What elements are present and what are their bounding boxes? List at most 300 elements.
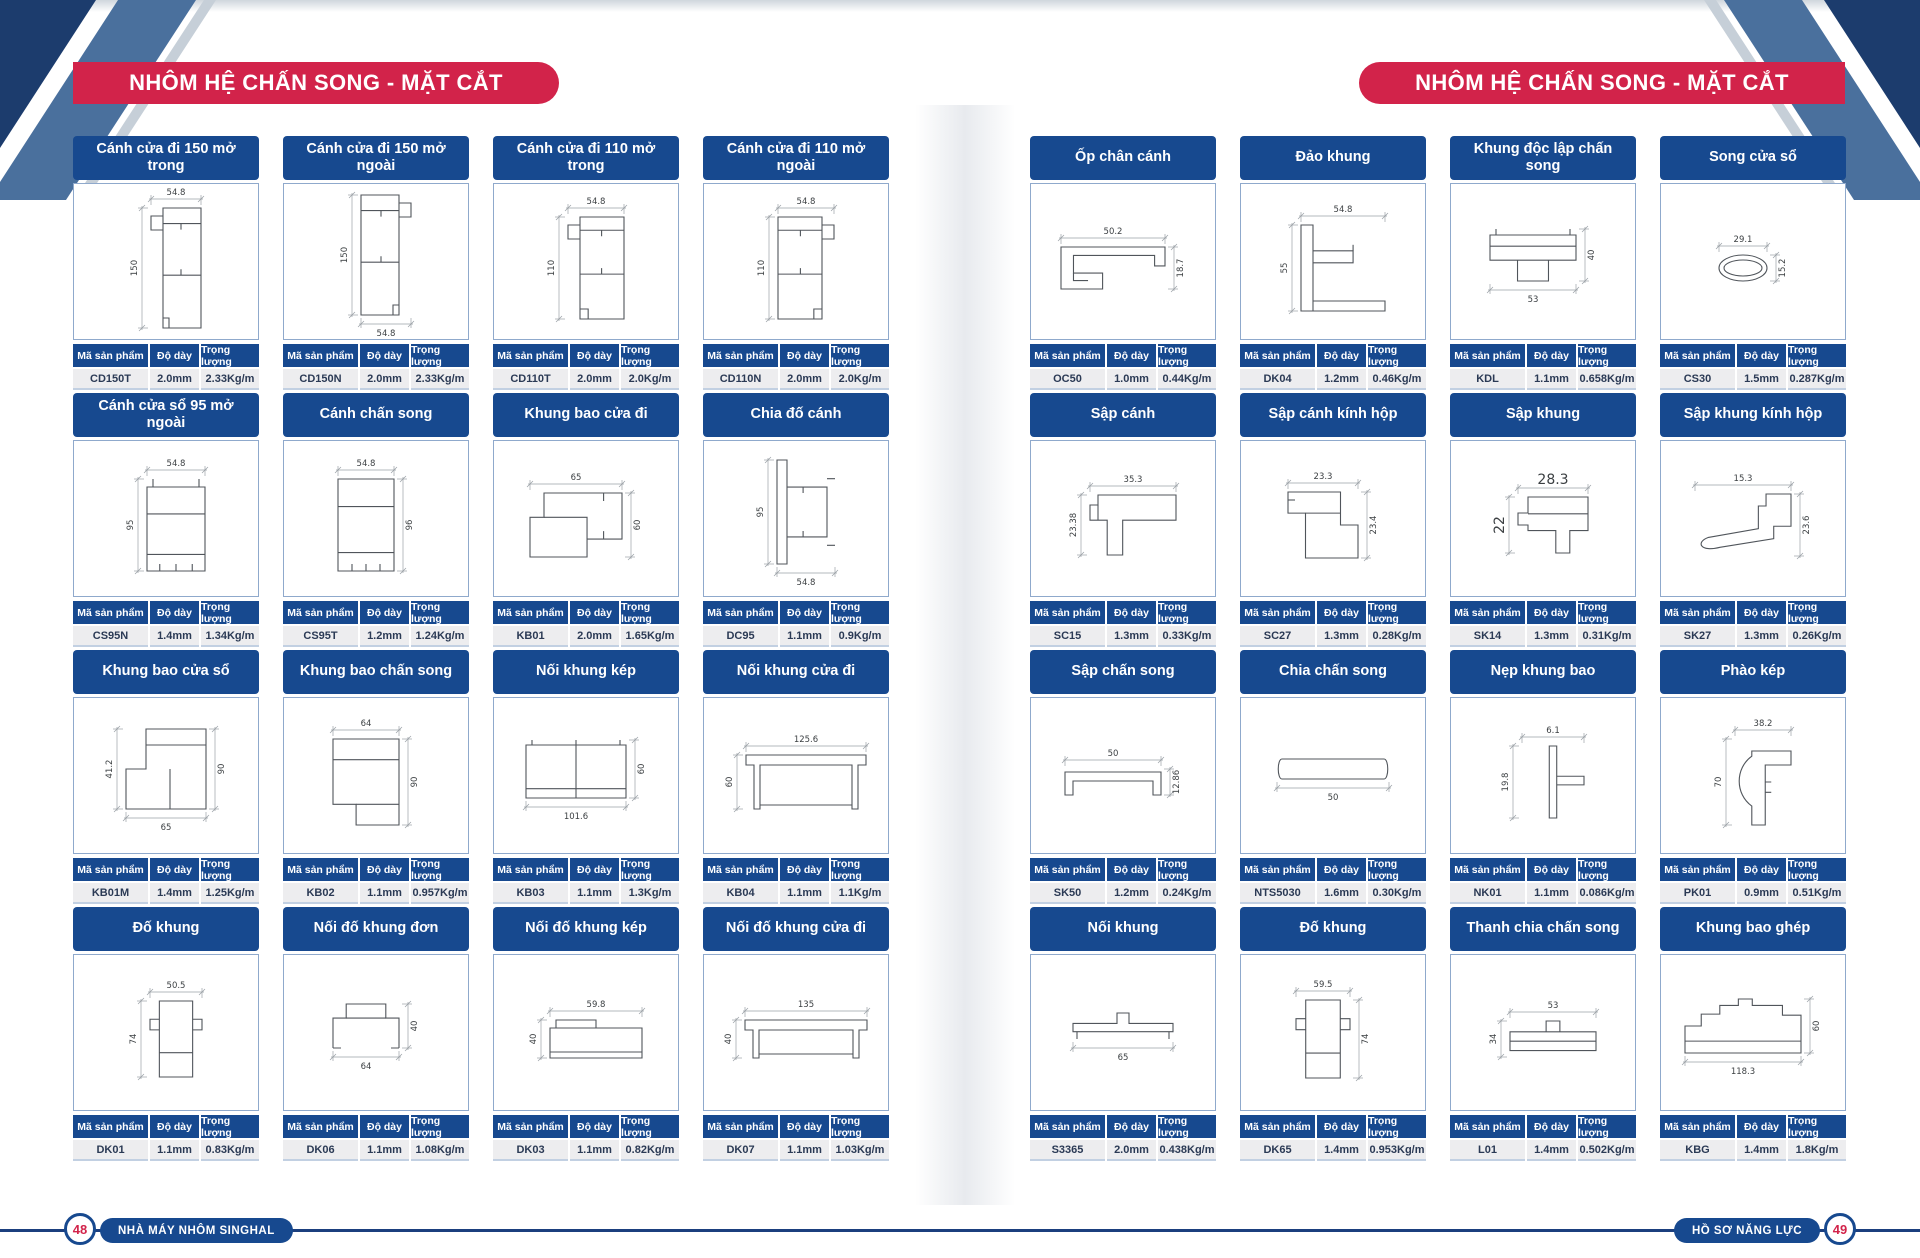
weight-value: 2.33Kg/m: [411, 369, 469, 390]
spec-table-values: [1660, 883, 1846, 904]
thickness-header: Độ dày: [570, 344, 619, 367]
thickness-header: Độ dày: [150, 601, 199, 624]
product-code: SK50: [1030, 883, 1105, 904]
spec-table-header: [1030, 344, 1216, 367]
thickness-value: 1.1mm: [360, 1140, 409, 1161]
code-header: Mã sản phẩm: [283, 601, 358, 624]
spec-table-header: [73, 858, 259, 881]
svg-text:15.3: 15.3: [1733, 474, 1753, 484]
product-code: KB01M: [73, 883, 148, 904]
svg-text:54.8: 54.8: [166, 188, 186, 198]
spec-table-values: [1450, 883, 1636, 904]
profile-drawing: [283, 697, 469, 854]
product-code: DK07: [703, 1140, 778, 1161]
product-title: Đố khung: [73, 907, 259, 951]
profile-drawing: [1660, 183, 1846, 340]
spec-table-header: [1660, 344, 1846, 367]
product-title: Khung bao cửa sổ: [73, 650, 259, 694]
svg-text:54.8: 54.8: [796, 578, 816, 588]
weight-header: Trọng lượng: [201, 1115, 259, 1138]
spec-table-header: [493, 601, 679, 624]
product-card: [1450, 907, 1636, 1162]
svg-text:110: 110: [547, 259, 557, 277]
page-gutter: [915, 105, 1015, 1205]
code-header: Mã sản phẩm: [703, 1115, 778, 1138]
svg-text:50: 50: [1327, 793, 1339, 803]
product-card: [1450, 650, 1636, 905]
weight-header: Trọng lượng: [411, 1115, 469, 1138]
product-card: [493, 907, 679, 1162]
thickness-header: Độ dày: [1737, 1115, 1786, 1138]
product-title: Nẹp khung bao: [1450, 650, 1636, 694]
spec-table-header: [703, 1115, 889, 1138]
product-title: Chia chấn song: [1240, 650, 1426, 694]
profile-drawing: [1450, 697, 1636, 854]
product-title: Sập khung kính hộp: [1660, 393, 1846, 437]
profile-drawing: [1030, 697, 1216, 854]
thickness-header: Độ dày: [570, 1115, 619, 1138]
thickness-value: 1.4mm: [1317, 1140, 1366, 1161]
product-card: [1660, 907, 1846, 1162]
product-title: Chia đố cánh: [703, 393, 889, 437]
weight-value: 0.26Kg/m: [1788, 626, 1846, 647]
spec-table-header: [1450, 601, 1636, 624]
page-number-right: [1824, 1213, 1856, 1245]
product-title: Khung độc lập chấn song: [1450, 136, 1636, 180]
profile-drawing: [73, 183, 259, 340]
thickness-header: Độ dày: [1317, 1115, 1366, 1138]
weight-header: Trọng lượng: [831, 601, 889, 624]
spec-table-values: [283, 883, 469, 904]
svg-text:19.8: 19.8: [1501, 772, 1511, 792]
svg-text:23.38: 23.38: [1069, 512, 1079, 538]
code-header: Mã sản phẩm: [283, 344, 358, 367]
section-banner-left: NHÔM HỆ CHẤN SONG - MẶT CẮT: [73, 62, 559, 104]
profile-drawing: [493, 697, 679, 854]
product-card: [493, 650, 679, 905]
thickness-value: 1.3mm: [1527, 626, 1576, 647]
weight-value: 0.658Kg/m: [1578, 369, 1636, 390]
thickness-header: Độ dày: [150, 344, 199, 367]
thickness-header: Độ dày: [150, 1115, 199, 1138]
product-code: SC27: [1240, 626, 1315, 647]
spec-table-header: [1240, 858, 1426, 881]
product-card: [1030, 136, 1216, 391]
spec-table-header: [1030, 601, 1216, 624]
thickness-value: 1.6mm: [1317, 883, 1366, 904]
weight-value: 1.1Kg/m: [831, 883, 889, 904]
weight-value: 2.33Kg/m: [201, 369, 259, 390]
thickness-value: 1.1mm: [150, 1140, 199, 1161]
product-title: Thanh chia chấn song: [1450, 907, 1636, 951]
code-header: Mã sản phẩm: [1660, 1115, 1735, 1138]
thickness-value: 1.4mm: [1527, 1140, 1576, 1161]
code-header: Mã sản phẩm: [73, 1115, 148, 1138]
thickness-value: 1.1mm: [360, 883, 409, 904]
product-card: [73, 393, 259, 648]
footer-label-left: NHÀ MÁY NHÔM SINGHAL: [100, 1218, 293, 1243]
footer-label-right: HỒ SƠ NĂNG LỰC: [1674, 1218, 1820, 1243]
product-code: DC95: [703, 626, 778, 647]
svg-text:53: 53: [1547, 1001, 1559, 1011]
svg-text:135: 135: [797, 1000, 815, 1010]
svg-text:60: 60: [725, 776, 735, 788]
weight-header: Trọng lượng: [1578, 601, 1636, 624]
product-code: NTS5030: [1240, 883, 1315, 904]
product-card: [73, 907, 259, 1162]
thickness-header: Độ dày: [1107, 1115, 1156, 1138]
svg-text:23.4: 23.4: [1369, 515, 1379, 535]
spec-table-header: [73, 1115, 259, 1138]
svg-text:29.1: 29.1: [1733, 235, 1753, 245]
thickness-header: Độ dày: [150, 858, 199, 881]
code-header: Mã sản phẩm: [1450, 344, 1525, 367]
product-title: Cánh chấn song: [283, 393, 469, 437]
spec-table-header: [1240, 344, 1426, 367]
product-title: Cánh cửa đi 110 mở trong: [493, 136, 679, 180]
svg-text:53: 53: [1527, 295, 1539, 305]
weight-value: 0.46Kg/m: [1368, 369, 1426, 390]
weight-header: Trọng lượng: [1578, 1115, 1636, 1138]
weight-value: 0.957Kg/m: [411, 883, 469, 904]
product-card: [1240, 650, 1426, 905]
spec-table-header: [1660, 1115, 1846, 1138]
thickness-header: Độ dày: [1107, 344, 1156, 367]
svg-text:59.8: 59.8: [586, 1000, 606, 1010]
weight-value: 1.08Kg/m: [411, 1140, 469, 1161]
svg-text:40: 40: [1587, 249, 1597, 261]
profile-drawing: [1030, 440, 1216, 597]
product-code: KB01: [493, 626, 568, 647]
thickness-value: 2.0mm: [360, 369, 409, 390]
product-card: [1030, 393, 1216, 648]
thickness-value: 1.4mm: [1737, 1140, 1786, 1161]
spec-table-values: [493, 369, 679, 390]
thickness-header: Độ dày: [360, 858, 409, 881]
product-code: CS95T: [283, 626, 358, 647]
code-header: Mã sản phẩm: [493, 601, 568, 624]
product-code: DK06: [283, 1140, 358, 1161]
svg-text:54.8: 54.8: [796, 197, 816, 207]
product-title: Khung bao ghép: [1660, 907, 1846, 951]
spec-table-header: [1450, 344, 1636, 367]
spec-table-header: [1240, 601, 1426, 624]
spec-table-values: [1240, 369, 1426, 390]
spec-table-values: [73, 369, 259, 390]
product-code: KDL: [1450, 369, 1525, 390]
product-title: Khung bao chấn song: [283, 650, 469, 694]
product-title: Sập cánh: [1030, 393, 1216, 437]
code-header: Mã sản phẩm: [1660, 858, 1735, 881]
page-top-shading: [0, 0, 1920, 12]
weight-header: Trọng lượng: [1158, 344, 1216, 367]
product-code: DK65: [1240, 1140, 1315, 1161]
profile-drawing: [1660, 440, 1846, 597]
svg-text:22: 22: [1492, 516, 1508, 534]
svg-text:28.3: 28.3: [1537, 472, 1569, 488]
svg-text:41.2: 41.2: [105, 759, 115, 779]
svg-text:6.1: 6.1: [1546, 726, 1560, 736]
product-card: [283, 650, 469, 905]
product-title: Nối đố khung đơn: [283, 907, 469, 951]
product-title: Nối khung cửa đi: [703, 650, 889, 694]
weight-value: 0.30Kg/m: [1368, 883, 1426, 904]
svg-text:40: 40: [410, 1020, 420, 1032]
spec-table-values: [73, 883, 259, 904]
weight-header: Trọng lượng: [1158, 601, 1216, 624]
svg-text:96: 96: [405, 519, 415, 531]
thickness-value: 1.4mm: [150, 883, 199, 904]
weight-value: 0.953Kg/m: [1368, 1140, 1426, 1161]
product-code: CS95N: [73, 626, 148, 647]
weight-header: Trọng lượng: [1368, 344, 1426, 367]
spec-table-values: [1660, 369, 1846, 390]
thickness-value: 1.1mm: [570, 883, 619, 904]
svg-text:110: 110: [757, 259, 767, 277]
product-code: KB03: [493, 883, 568, 904]
spec-table-header: [703, 344, 889, 367]
product-code: S3365: [1030, 1140, 1105, 1161]
thickness-value: 1.1mm: [1527, 369, 1576, 390]
weight-value: 0.24Kg/m: [1158, 883, 1216, 904]
code-header: Mã sản phẩm: [73, 601, 148, 624]
thickness-value: 1.1mm: [780, 626, 829, 647]
svg-text:23.3: 23.3: [1313, 472, 1333, 482]
thickness-header: Độ dày: [1527, 344, 1576, 367]
weight-header: Trọng lượng: [1158, 858, 1216, 881]
spec-table-header: [1450, 1115, 1636, 1138]
weight-header: Trọng lượng: [831, 1115, 889, 1138]
product-card: [703, 650, 889, 905]
page-48-grid: [73, 136, 889, 1162]
spec-table-values: [1450, 1140, 1636, 1161]
spec-table-values: [283, 626, 469, 647]
product-title: Đố khung: [1240, 907, 1426, 951]
code-header: Mã sản phẩm: [703, 344, 778, 367]
product-title: Sập cánh kính hộp: [1240, 393, 1426, 437]
profile-drawing: [493, 183, 679, 340]
thickness-value: 1.2mm: [1317, 369, 1366, 390]
product-card: [1240, 393, 1426, 648]
product-card: [1660, 650, 1846, 905]
weight-header: Trọng lượng: [411, 601, 469, 624]
svg-text:65: 65: [1117, 1053, 1129, 1063]
svg-text:125.6: 125.6: [793, 735, 819, 745]
product-title: Phào kép: [1660, 650, 1846, 694]
weight-value: 0.438Kg/m: [1158, 1140, 1216, 1161]
code-header: Mã sản phẩm: [493, 858, 568, 881]
thickness-value: 0.9mm: [1737, 883, 1786, 904]
profile-drawing: [1240, 183, 1426, 340]
code-header: Mã sản phẩm: [1240, 1115, 1315, 1138]
product-card: [703, 393, 889, 648]
thickness-value: 2.0mm: [1107, 1140, 1156, 1161]
svg-text:15.2: 15.2: [1778, 258, 1788, 278]
svg-text:60: 60: [633, 519, 643, 531]
spec-table-header: [703, 858, 889, 881]
product-code: SC15: [1030, 626, 1105, 647]
weight-header: Trọng lượng: [201, 601, 259, 624]
product-title: Khung bao cửa đi: [493, 393, 679, 437]
svg-text:54.8: 54.8: [356, 459, 376, 469]
weight-header: Trọng lượng: [621, 344, 679, 367]
weight-value: 0.31Kg/m: [1578, 626, 1636, 647]
spec-table-header: [493, 344, 679, 367]
spec-table-header: [283, 1115, 469, 1138]
weight-header: Trọng lượng: [1368, 858, 1426, 881]
product-title: Nối khung kép: [493, 650, 679, 694]
thickness-header: Độ dày: [1107, 601, 1156, 624]
profile-drawing: [703, 697, 889, 854]
weight-value: 1.25Kg/m: [201, 883, 259, 904]
weight-value: 0.82Kg/m: [621, 1140, 679, 1161]
spec-table-values: [703, 626, 889, 647]
product-code: CD110T: [493, 369, 568, 390]
spec-table-values: [283, 369, 469, 390]
spec-table-values: [283, 1140, 469, 1161]
profile-drawing: [1030, 183, 1216, 340]
thickness-header: Độ dày: [570, 601, 619, 624]
code-header: Mã sản phẩm: [283, 858, 358, 881]
weight-header: Trọng lượng: [1788, 601, 1846, 624]
product-title: Song cửa sổ: [1660, 136, 1846, 180]
profile-drawing: [1030, 954, 1216, 1111]
code-header: Mã sản phẩm: [1030, 344, 1105, 367]
spec-table-values: [703, 883, 889, 904]
product-code: KB02: [283, 883, 358, 904]
profile-drawing: [1660, 697, 1846, 854]
svg-text:65: 65: [160, 823, 172, 833]
spec-table-header: [283, 601, 469, 624]
spec-table-header: [1030, 1115, 1216, 1138]
code-header: Mã sản phẩm: [1030, 1115, 1105, 1138]
svg-text:65: 65: [570, 473, 582, 483]
spec-table-values: [1450, 626, 1636, 647]
spec-table-values: [493, 883, 679, 904]
product-title: Nối đố khung kép: [493, 907, 679, 951]
weight-header: Trọng lượng: [201, 344, 259, 367]
profile-drawing: [73, 697, 259, 854]
profile-drawing: [1450, 440, 1636, 597]
weight-value: 0.51Kg/m: [1788, 883, 1846, 904]
profile-drawing: [73, 954, 259, 1111]
weight-header: Trọng lượng: [831, 858, 889, 881]
svg-text:50.2: 50.2: [1103, 227, 1123, 237]
spec-table-header: [73, 344, 259, 367]
spec-table-header: [1030, 858, 1216, 881]
profile-drawing: [283, 440, 469, 597]
weight-header: Trọng lượng: [411, 344, 469, 367]
product-card: [73, 650, 259, 905]
thickness-value: 1.2mm: [1107, 883, 1156, 904]
weight-value: 0.9Kg/m: [831, 626, 889, 647]
product-card: [703, 136, 889, 391]
spec-table-values: [73, 1140, 259, 1161]
profile-drawing: [703, 440, 889, 597]
thickness-value: 1.1mm: [780, 883, 829, 904]
weight-value: 2.0Kg/m: [831, 369, 889, 390]
spec-table-header: [1450, 858, 1636, 881]
profile-drawing: [1450, 183, 1636, 340]
profile-drawing: [1240, 697, 1426, 854]
svg-text:54.8: 54.8: [586, 197, 606, 207]
svg-text:150: 150: [130, 259, 140, 277]
svg-text:90: 90: [410, 776, 420, 788]
product-card: [1240, 136, 1426, 391]
weight-value: 2.0Kg/m: [621, 369, 679, 390]
thickness-header: Độ dày: [1527, 1115, 1576, 1138]
spec-table-header: [493, 1115, 679, 1138]
product-card: [1450, 136, 1636, 391]
spec-table-header: [1240, 1115, 1426, 1138]
svg-text:35.3: 35.3: [1123, 475, 1143, 485]
product-card: [283, 136, 469, 391]
product-card: [1030, 907, 1216, 1162]
weight-value: 0.28Kg/m: [1368, 626, 1426, 647]
svg-text:54.8: 54.8: [376, 329, 396, 338]
product-code: SK27: [1660, 626, 1735, 647]
thickness-header: Độ dày: [570, 858, 619, 881]
thickness-header: Độ dày: [360, 344, 409, 367]
weight-header: Trọng lượng: [831, 344, 889, 367]
product-title: Cánh cửa đi 110 mở ngoài: [703, 136, 889, 180]
thickness-header: Độ dày: [1317, 601, 1366, 624]
product-code: NK01: [1450, 883, 1525, 904]
svg-text:54.8: 54.8: [166, 459, 186, 469]
code-header: Mã sản phẩm: [1240, 858, 1315, 881]
thickness-header: Độ dày: [360, 1115, 409, 1138]
spec-table-values: [1030, 626, 1216, 647]
svg-text:59.5: 59.5: [1313, 980, 1333, 990]
product-code: DK01: [73, 1140, 148, 1161]
weight-value: 0.502Kg/m: [1578, 1140, 1636, 1161]
weight-header: Trọng lượng: [411, 858, 469, 881]
product-card: [493, 136, 679, 391]
code-header: Mã sản phẩm: [1450, 1115, 1525, 1138]
code-header: Mã sản phẩm: [1030, 601, 1105, 624]
svg-text:50.5: 50.5: [166, 981, 186, 991]
svg-text:23.6: 23.6: [1802, 515, 1812, 535]
svg-text:95: 95: [756, 506, 766, 518]
product-code: CS30: [1660, 369, 1735, 390]
weight-header: Trọng lượng: [201, 858, 259, 881]
product-title: Sập khung: [1450, 393, 1636, 437]
product-title: Cánh cửa đi 150 mở trong: [73, 136, 259, 180]
profile-drawing: [1660, 954, 1846, 1111]
code-header: Mã sản phẩm: [703, 601, 778, 624]
product-card: [283, 393, 469, 648]
thickness-header: Độ dày: [1107, 858, 1156, 881]
weight-header: Trọng lượng: [1368, 601, 1426, 624]
product-title: Nối khung: [1030, 907, 1216, 951]
product-code: KBG: [1660, 1140, 1735, 1161]
weight-header: Trọng lượng: [1158, 1115, 1216, 1138]
product-code: L01: [1450, 1140, 1525, 1161]
thickness-header: Độ dày: [780, 858, 829, 881]
svg-text:34: 34: [1489, 1033, 1499, 1045]
spec-table-values: [703, 1140, 889, 1161]
svg-text:64: 64: [360, 719, 372, 729]
spec-table-values: [703, 369, 889, 390]
thickness-value: 1.1mm: [780, 1140, 829, 1161]
weight-value: 1.8Kg/m: [1788, 1140, 1846, 1161]
thickness-value: 1.1mm: [570, 1140, 619, 1161]
weight-header: Trọng lượng: [1578, 858, 1636, 881]
spec-table-header: [283, 858, 469, 881]
svg-text:12.86: 12.86: [1172, 769, 1182, 795]
product-code: CD110N: [703, 369, 778, 390]
profile-drawing: [703, 954, 889, 1111]
